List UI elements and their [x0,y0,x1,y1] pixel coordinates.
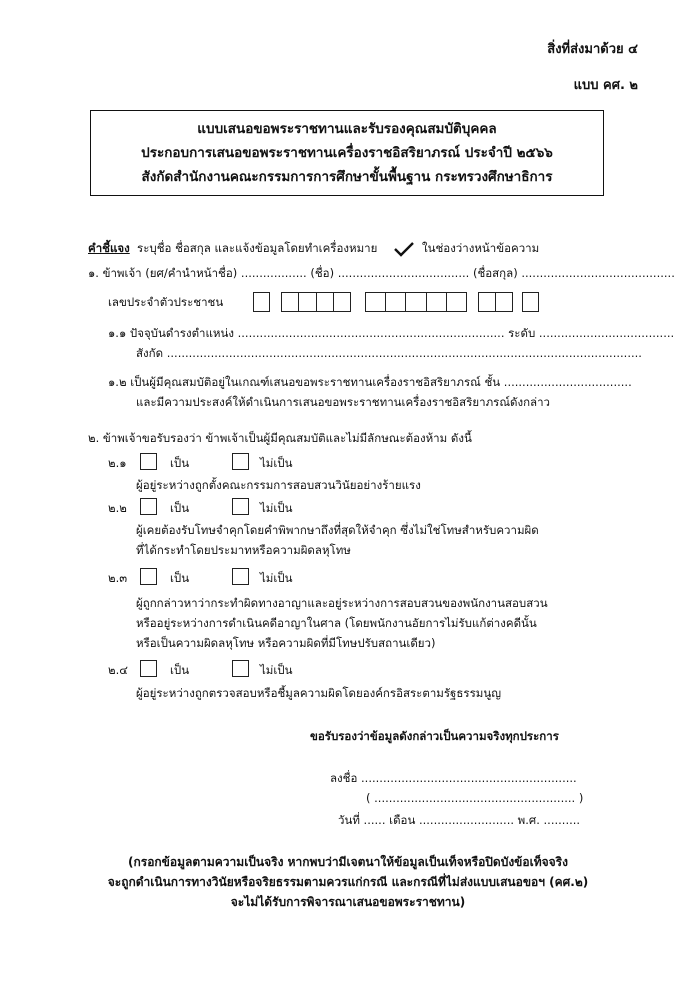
printed-name-line[interactable]: ( ....................................................... ) [366,791,584,805]
id-box-group-5[interactable] [522,292,539,312]
item-description: ผู้เคยต้องรับโทษจำคุกโดยคำพิพากษาถึงที่สุดให้จำคุก ซึ่งไม่ใช่โทษสำหรับความผิด [136,523,539,537]
id-label: เลขประจำตัวประชาชน [108,295,224,309]
id-box-group-1[interactable] [253,292,270,312]
date-line[interactable]: วันที่ ...... เดือน .......................... พ.ศ. .......... [338,813,581,827]
checkbox-yes[interactable] [140,498,157,515]
option-yes-label: เป็น [170,571,190,585]
checkbox-no[interactable] [232,568,249,585]
footer-note-line-1: (กรอกข้อมูลตามความเป็นจริง หากพบว่ามีเจตนาให้ข้อมูลเป็นเท็จหรือปิดบังข้อเท็จจริง [128,855,568,869]
footer-note-line-2: จะถูกดำเนินการทางวินัยหรือจริยธรรมตามควรแก่กรณี และกรณีที่ไม่ส่งแบบเสนอขอฯ (คศ.๒) [107,875,589,889]
checkmark-icon [393,241,415,257]
item1-1-affiliation: สังกัด .................................................................................................................................. [136,346,642,360]
option-no-label: ไม่เป็น [260,456,293,470]
checkbox-no[interactable] [232,453,249,470]
checkbox-no[interactable] [232,660,249,677]
item1-1-position: ๑.๑ ปัจจุบันดำรงตำแหน่ง ......................................................................... ระดับ ..................................... [108,326,675,340]
footer-note-line-3: จะไม่ได้รับการพิจารณาเสนอขอพระราชทาน) [230,895,466,909]
item-description: ผู้อยู่ระหว่างถูกตั้งคณะกรรมการสอบสวนวินัยอย่างร้ายแรง [136,478,421,492]
instructions [88,240,377,258]
option-no-label: ไม่เป็น [260,501,293,515]
item-description: ผู้อยู่ระหว่างถูกตรวจสอบหรือชี้มูลความผิดโดยองค์กรอิสระตามรัฐธรรมนูญ [136,686,501,700]
section1-name-line: ๑. ข้าพเจ้า (ยศ/คำนำหน้าชื่อ) .................. (ชื่อ) .................................... (ชื่อสกุล) .......................................... [88,266,675,280]
attachment-label: สิ่งที่ส่งมาด้วย ๔ [547,42,638,57]
item-number: ๒.๒ [108,501,127,515]
option-no-label: ไม่เป็น [260,663,293,677]
item-description: หรืออยู่ระหว่างการดำเนินคดีอาญาในศาล (โดยพนักงานอัยการไม่รับแก้ต่างคดีนั้น [136,616,537,630]
item-description: ผู้ถูกกล่าวหาว่ากระทำผิดทางอาญาและอยู่ระหว่างการสอบสวนของพนักงานสอบสวน [136,596,548,610]
item1-2-eligibility: ๑.๒ เป็นผู้มีคุณสมบัติอยู่ในเกณฑ์เสนอขอพระราชทานเครื่องราชอิสริยาภรณ์ ชั้น ................................... [108,375,632,389]
item1-2-continuation: และมีความประสงค์ให้ดำเนินการเสนอขอพระราชทานเครื่องราชอิสริยาภรณ์ดังกล่าว [136,395,551,409]
option-yes-label: เป็น [170,456,190,470]
title-line-3: สังกัดสำนักงานคณะกรรมการการศึกษาขั้นพื้นฐาน กระทรวงศึกษาธิการ [141,169,553,185]
id-box-group-3[interactable] [365,292,467,312]
item-number: ๒.๑ [108,456,127,470]
option-no-label: ไม่เป็น [260,571,293,585]
title-line-1: แบบเสนอขอพระราชทานและรับรองคุณสมบัติบุคคล [197,121,497,137]
checkbox-no[interactable] [232,498,249,515]
section2-heading: ๒. ข้าพเจ้าขอรับรองว่า ข้าพเจ้าเป็นผู้มีคุณสมบัติและไม่มีลักษณะต้องห้าม ดังนี้ [88,431,472,445]
checkbox-yes[interactable] [140,660,157,677]
item-number: ๒.๔ [108,663,128,677]
checkbox-yes[interactable] [140,453,157,470]
title-box [90,110,604,196]
form-code: แบบ คศ. ๒ [573,78,638,93]
instructions-text-after: ในช่องว่างหน้าข้อความ [422,241,540,255]
option-yes-label: เป็น [170,501,190,515]
instructions-label: คำชี้แจง [88,241,130,255]
item-number: ๒.๓ [108,571,128,585]
id-box-group-4[interactable] [478,292,513,312]
checkbox-yes[interactable] [140,568,157,585]
instructions-text: ระบุชื่อ ชื่อสกุล และแจ้งข้อมูลโดยทำเครื่องหมาย [137,241,378,255]
item-description: หรือเป็นความผิดลหุโทษ หรือความผิดที่มีโทษปรับสถานเดียว) [136,636,436,650]
signature-line[interactable]: ลงชื่อ ........................................................... [330,771,577,785]
certify-statement: ขอรับรองว่าข้อมูลดังกล่าวเป็นความจริงทุกประการ [310,729,559,743]
item-description: ที่ได้กระทำโดยประมาทหรือความผิดลหุโทษ [136,543,351,557]
id-box-group-2[interactable] [281,292,351,312]
title-line-2: ประกอบการเสนอขอพระราชทานเครื่องราชอิสริยาภรณ์ ประจำปี ๒๕๖๖ [141,145,553,161]
option-yes-label: เป็น [170,663,190,677]
